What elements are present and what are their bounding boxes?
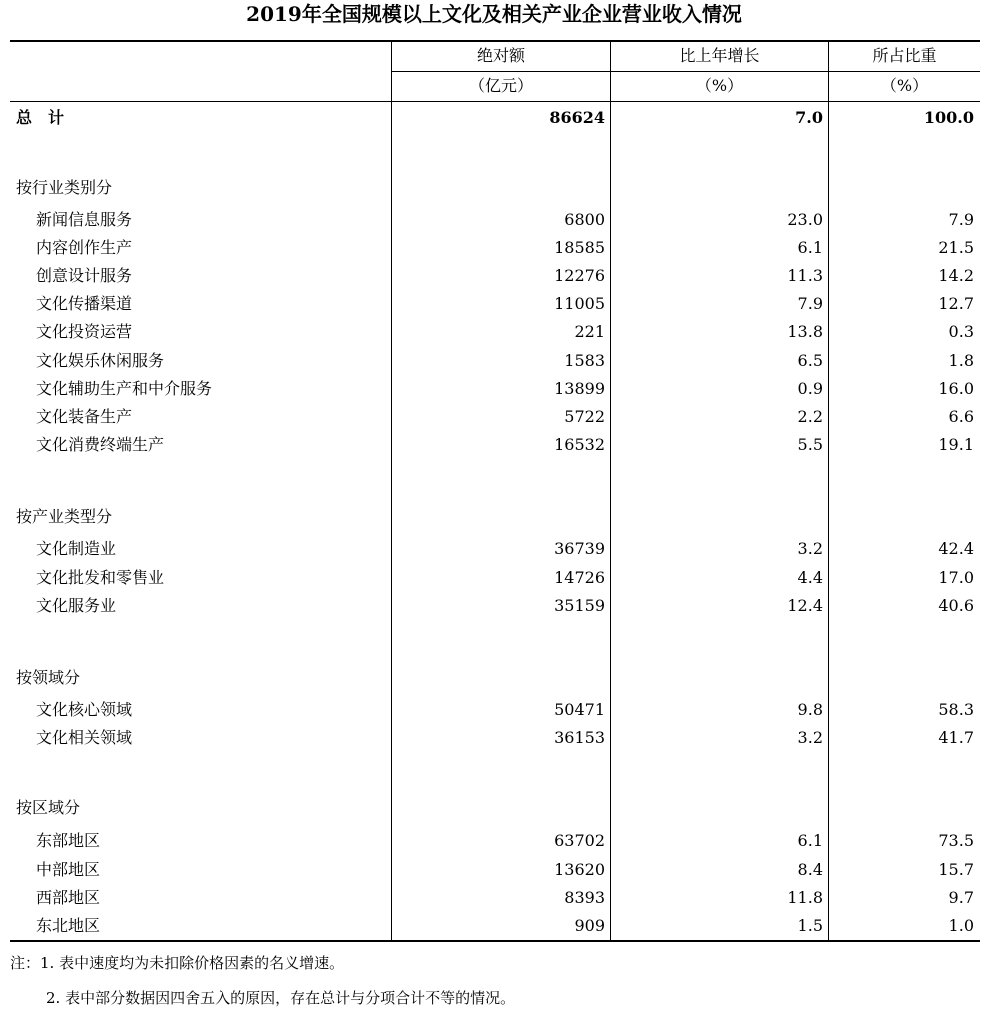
- header-share: 所占比重: [872, 46, 937, 65]
- row-share: 15.7: [938, 860, 974, 879]
- row-growth: 23.0: [787, 210, 823, 229]
- col-divider-2: [610, 40, 611, 942]
- row-absolute: 6800: [564, 210, 605, 229]
- row-growth: 3.2: [797, 728, 823, 747]
- row-absolute: 1583: [564, 351, 605, 370]
- header-absolute: 绝对额: [476, 46, 525, 65]
- header-growth-unit: （%）: [695, 76, 744, 95]
- row-label: 内容创作生产: [36, 238, 133, 257]
- row-absolute: 11005: [554, 294, 605, 313]
- row-growth: 3.2: [797, 539, 823, 558]
- row-label: 文化传播渠道: [36, 294, 133, 313]
- row-share: 14.2: [938, 266, 974, 285]
- row-growth: 13.8: [787, 322, 823, 341]
- row-share: 17.0: [938, 568, 974, 587]
- row-share: 19.1: [938, 435, 974, 454]
- row-share: 7.9: [948, 210, 974, 229]
- bottom-rule: [10, 940, 980, 942]
- footnote-1: 注：1. 表中速度均为未扣除价格因素的名义增速。: [10, 954, 345, 972]
- row-growth: 9.8: [797, 700, 823, 719]
- row-share: 73.5: [938, 831, 974, 850]
- row-share: 0.3: [948, 322, 974, 341]
- row-growth: 6.5: [797, 351, 823, 370]
- row-growth: 8.4: [797, 860, 823, 879]
- total-share: 100.0: [923, 108, 974, 127]
- row-label: 新闻信息服务: [36, 210, 133, 229]
- row-share: 12.7: [938, 294, 974, 313]
- row-absolute: 13620: [554, 860, 605, 879]
- footnote-2: 2. 表中部分数据因四舍五入的原因，存在总计与分项合计不等的情况。: [46, 989, 516, 1007]
- row-absolute: 63702: [554, 831, 605, 850]
- row-label: 文化辅助生产和中介服务: [36, 379, 213, 398]
- header-growth: 比上年增长: [679, 46, 760, 65]
- row-absolute: 8393: [564, 888, 605, 907]
- row-share: 1.8: [948, 351, 974, 370]
- row-share: 21.5: [938, 238, 974, 257]
- row-absolute: 909: [574, 916, 605, 935]
- row-absolute: 5722: [564, 407, 605, 426]
- row-label: 文化装备生产: [36, 407, 133, 426]
- row-absolute: 36153: [554, 728, 605, 747]
- group-heading-industry-type: 按产业类型分: [16, 507, 113, 526]
- row-absolute: 35159: [554, 596, 605, 615]
- row-absolute: 13899: [554, 379, 605, 398]
- row-absolute: 12276: [554, 266, 605, 285]
- row-label: 文化制造业: [36, 539, 117, 558]
- row-share: 42.4: [938, 539, 974, 558]
- revenue-table: [10, 40, 980, 942]
- table-title: 2019年全国规模以上文化及相关产业企业营业收入情况: [246, 2, 742, 26]
- row-label: 文化消费终端生产: [36, 435, 165, 454]
- row-share: 41.7: [938, 728, 974, 747]
- row-absolute: 18585: [554, 238, 605, 257]
- row-growth: 1.5: [797, 916, 823, 935]
- row-growth: 12.4: [787, 596, 823, 615]
- row-label: 文化批发和零售业: [36, 568, 165, 587]
- row-label: 西部地区: [36, 888, 101, 907]
- row-label: 文化投资运营: [36, 322, 133, 341]
- header-bottom-rule: [10, 101, 980, 102]
- row-growth: 11.3: [787, 266, 823, 285]
- group-heading-region: 按区域分: [16, 798, 81, 817]
- row-absolute: 36739: [554, 539, 605, 558]
- total-label: 总 计: [16, 108, 65, 127]
- row-share: 1.0: [948, 916, 974, 935]
- row-growth: 11.8: [787, 888, 823, 907]
- row-growth: 6.1: [797, 831, 823, 850]
- row-share: 9.7: [948, 888, 974, 907]
- header-absolute-unit: （亿元）: [468, 76, 533, 95]
- row-label: 创意设计服务: [36, 266, 133, 285]
- row-label: 东部地区: [36, 831, 101, 850]
- header-share-unit: （%）: [880, 76, 929, 95]
- group-heading-industry: 按行业类别分: [16, 178, 113, 197]
- total-absolute: 86624: [549, 108, 605, 127]
- row-label: 文化服务业: [36, 596, 117, 615]
- row-absolute: 50471: [554, 700, 605, 719]
- row-growth: 4.4: [797, 568, 823, 587]
- row-growth: 0.9: [797, 379, 823, 398]
- row-share: 16.0: [938, 379, 974, 398]
- row-label: 文化相关领域: [36, 728, 133, 747]
- total-growth: 7.0: [795, 108, 823, 127]
- col-divider-1: [391, 40, 392, 942]
- row-share: 40.6: [938, 596, 974, 615]
- col-divider-3: [828, 40, 829, 942]
- row-growth: 7.9: [797, 294, 823, 313]
- row-absolute: 14726: [554, 568, 605, 587]
- row-growth: 6.1: [797, 238, 823, 257]
- row-label: 东北地区: [36, 916, 101, 935]
- row-share: 6.6: [948, 407, 974, 426]
- row-label: 文化娱乐休闲服务: [36, 351, 165, 370]
- row-share: 58.3: [938, 700, 974, 719]
- group-heading-domain: 按领域分: [16, 668, 81, 687]
- row-growth: 2.2: [797, 407, 823, 426]
- row-absolute: 16532: [554, 435, 605, 454]
- row-label: 文化核心领域: [36, 700, 133, 719]
- row-absolute: 221: [574, 322, 605, 341]
- row-growth: 5.5: [797, 435, 823, 454]
- row-label: 中部地区: [36, 860, 101, 879]
